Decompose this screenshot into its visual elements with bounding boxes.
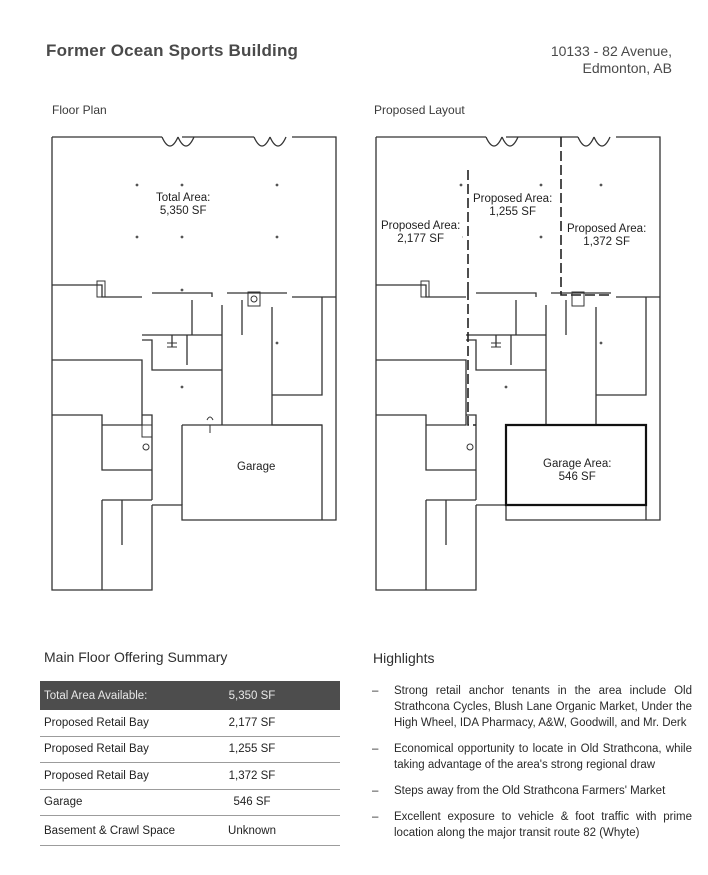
row-value: Unknown — [228, 824, 276, 837]
row-label: Proposed Retail Bay — [44, 769, 149, 782]
bullet-dash: – — [372, 743, 379, 755]
proposed-bay-2-area: 1,255 SF — [489, 206, 536, 218]
bullet-dash: – — [372, 811, 379, 823]
summary-header-label: Total Area Available: — [44, 689, 148, 702]
table-row — [40, 710, 340, 737]
proposed-bay-1-area: 2,177 SF — [397, 233, 444, 245]
proposed-bay-2-label — [471, 193, 554, 219]
row-label: Garage — [44, 796, 83, 809]
row-label: Proposed Retail Bay — [44, 716, 149, 729]
highlights-title: Highlights — [373, 650, 435, 666]
highlight-text: Excellent exposure to vehicle & foot traffic with prime location along the major transit route 82 (Whyte) — [394, 811, 692, 839]
floor-plan-total-area — [154, 192, 212, 218]
highlight-text: Strong retail anchor tenants in the area include Old Strathcona Cycles, Blush Lane Organic Market, Under the High Wheel, IDA Pharmacy, A&W, Goodwill, and Mr. Derk — [394, 685, 692, 729]
proposed-garage-title: Garage Area: — [543, 458, 612, 470]
row-value: 546 SF — [233, 796, 271, 809]
row-label: Proposed Retail Bay — [44, 743, 149, 756]
floor-plan-drawing — [42, 125, 342, 605]
row-label: Basement & Crawl Space — [44, 824, 176, 837]
proposed-bay-3-title: Proposed Area: — [567, 223, 647, 235]
summary-header-value: 5,350 SF — [228, 689, 276, 702]
total-area-label: Total Area: — [156, 192, 211, 204]
list-item — [372, 783, 692, 799]
row-value: 2,177 SF — [228, 716, 276, 729]
highlight-text: Economical opportunity to locate in Old Strathcona, while taking advantage of the area's strong regional draw — [394, 743, 692, 771]
floor-plan-garage-label: Garage — [237, 461, 276, 473]
floor-plan-label: Floor Plan — [52, 103, 107, 117]
table-row — [40, 790, 340, 817]
highlights-list — [372, 683, 692, 851]
list-item — [372, 683, 692, 731]
address-line-2: Edmonton, AB — [582, 60, 672, 76]
total-area-value: 5,350 SF — [159, 205, 207, 217]
highlight-text: Steps away from the Old Strathcona Farmers' Market — [394, 785, 666, 797]
table-row — [40, 816, 340, 846]
list-item — [372, 809, 692, 841]
bullet-dash: – — [372, 685, 379, 697]
list-item — [372, 741, 692, 773]
proposed-bay-1-title: Proposed Area: — [381, 220, 461, 232]
proposed-layout-label: Proposed Layout — [374, 103, 465, 117]
proposed-layout-drawing — [366, 125, 666, 605]
proposed-bay-3-label — [565, 223, 648, 249]
proposed-bay-1-label — [379, 220, 462, 246]
property-address — [551, 43, 672, 77]
proposed-garage-label — [541, 458, 613, 484]
table-row — [40, 763, 340, 790]
summary-title: Main Floor Offering Summary — [44, 649, 228, 665]
proposed-bay-3-area: 1,372 SF — [583, 236, 630, 248]
offering-summary-table — [40, 681, 340, 846]
summary-header-row — [40, 681, 340, 710]
page-title: Former Ocean Sports Building — [46, 41, 299, 60]
table-row — [40, 737, 340, 764]
row-value: 1,372 SF — [228, 769, 276, 782]
row-value: 1,255 SF — [228, 743, 276, 756]
proposed-bay-2-title: Proposed Area: — [473, 193, 553, 205]
proposed-garage-area: 546 SF — [558, 471, 596, 483]
bullet-dash: – — [372, 785, 379, 797]
address-line-1: 10133 - 82 Avenue, — [550, 43, 672, 59]
